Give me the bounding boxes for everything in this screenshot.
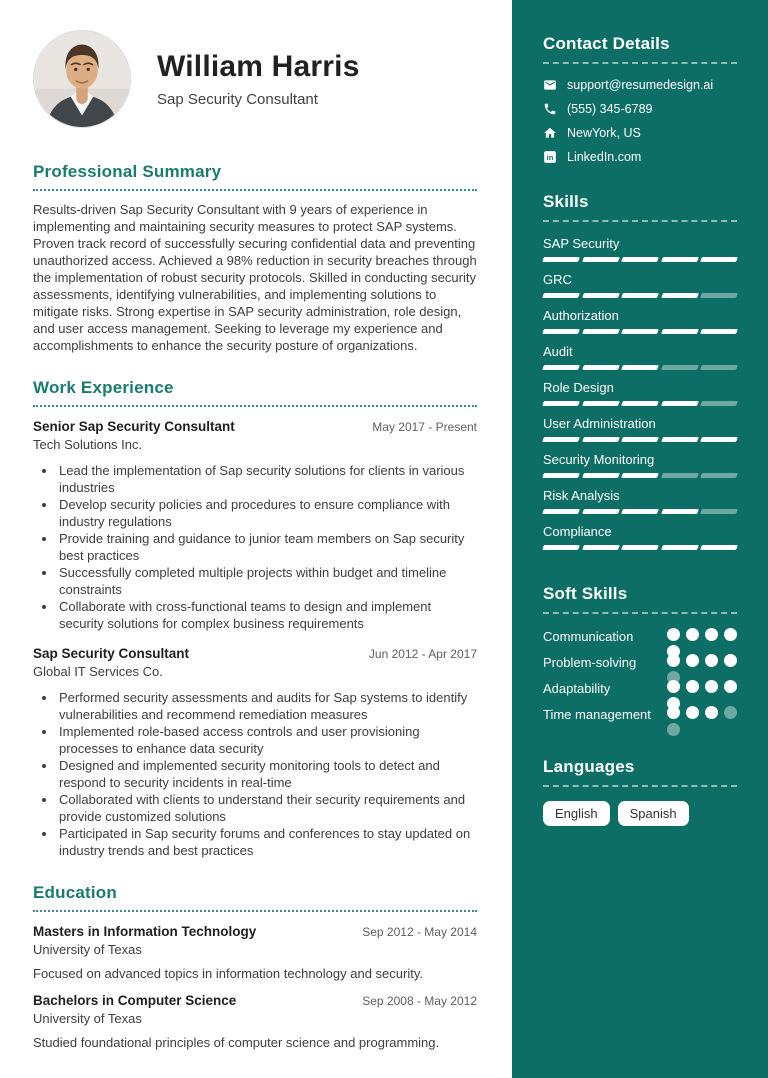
- skill-bar-segment: [621, 365, 658, 370]
- job-bullet: • Collaborate with cross-functional teams to design and implement security solutions for complex business requirements: [57, 598, 477, 632]
- identity-text: [157, 50, 360, 108]
- job-bullet: • Implemented role-based access controls and user provisioning processes to enhance data security: [57, 723, 477, 757]
- job-bullet-list: [33, 462, 477, 632]
- skill-bar-segment: [700, 257, 737, 262]
- job-bullet: • Participated in Sap security forums and conferences to stay updated on industry trends and best practices: [57, 825, 477, 859]
- rating-dot: [686, 628, 699, 641]
- education-dates: Sep 2008 - May 2012: [362, 994, 477, 1008]
- skill-row: [543, 524, 737, 550]
- job-entry: [33, 419, 477, 632]
- svg-text:in: in: [546, 153, 554, 163]
- skill-bar-segment: [621, 545, 658, 550]
- skill-bar-segment: [582, 401, 619, 406]
- skill-level-bar: [543, 545, 737, 550]
- linkedin-icon: [543, 150, 557, 164]
- education-header: [33, 993, 477, 1008]
- rating-dot: [667, 706, 680, 719]
- rating-dot: [686, 654, 699, 667]
- job-header: [33, 646, 477, 661]
- soft-skill-row: [543, 680, 737, 697]
- job-title-text: Senior Sap Security Consultant: [33, 419, 235, 434]
- skill-bar-segment: [700, 329, 737, 334]
- skill-bar-segment: [700, 365, 737, 370]
- soft-skill-name: Problem-solving: [543, 655, 637, 670]
- skill-bar-segment: [661, 257, 698, 262]
- summary-text: Results-driven Sap Security Consultant with 9 years of experience in implementing and maintaining security measures to protect SAP systems. Proven track record of successfully securing confidential data and preventing unauthorized access. Achieved a 98% reduction in security breaches through the implementation of robust security protocols. Skilled in conducting security assessments, identifying vulnerabilities, and implementing solutions to mitigate risks. Strong expertise in SAP security administration, role design, and user access management. Seeking to leverage my experience and accomplishments to enhance the security posture of organizations.: [33, 202, 477, 353]
- skill-bar-segment: [700, 473, 737, 478]
- skill-row: [543, 236, 737, 262]
- sidebar-section-languages: [543, 757, 737, 826]
- skill-bar-segment: [542, 437, 579, 442]
- rating-dot: [724, 628, 737, 641]
- job-bullet-list: [33, 689, 477, 859]
- skill-bar-segment: [700, 509, 737, 514]
- education-list: [33, 924, 477, 1050]
- skill-bar-segment: [621, 473, 658, 478]
- skill-bar-segment: [582, 473, 619, 478]
- skill-bar-segment: [582, 437, 619, 442]
- identity-header: [33, 30, 477, 128]
- rating-dot: [686, 706, 699, 719]
- language-chip: English: [543, 801, 610, 826]
- job-bullet: • Lead the implementation of Sap security solutions for clients in various industries: [57, 462, 477, 496]
- section-education: [33, 883, 477, 1050]
- skill-bar-segment: [621, 329, 658, 334]
- avatar: [33, 30, 131, 128]
- skill-bar-segment: [542, 293, 579, 298]
- contact-item-text: LinkedIn.com: [567, 150, 642, 164]
- skill-bar-segment: [621, 293, 658, 298]
- skill-bar-segment: [582, 293, 619, 298]
- sidebar: [512, 0, 768, 1078]
- contact-list: [543, 78, 737, 164]
- soft-skill-row: [543, 654, 737, 671]
- rating-dot: [705, 706, 718, 719]
- skill-bar-segment: [621, 401, 658, 406]
- job-dates: Jun 2012 - Apr 2017: [368, 647, 477, 661]
- skill-bar-segment: [542, 473, 579, 478]
- job-title-text: Sap Security Consultant: [33, 646, 190, 661]
- skill-bar-segment: [661, 401, 698, 406]
- skill-bar-segment: [582, 257, 619, 262]
- skill-bar-segment: [542, 545, 579, 550]
- rating-dot: [667, 723, 680, 736]
- degree-text: Bachelors in Computer Science: [33, 993, 237, 1008]
- skill-name: Risk Analysis: [543, 488, 620, 503]
- education-entry: [33, 993, 477, 1050]
- degree-text: Masters in Information Technology: [33, 924, 257, 939]
- sidebar-section-soft-skills: [543, 584, 737, 723]
- school-text: University of Texas: [33, 942, 142, 957]
- skill-bar-segment: [700, 401, 737, 406]
- skill-name: Role Design: [543, 380, 614, 395]
- rating-dot: [667, 628, 680, 641]
- skill-name: Security Monitoring: [543, 452, 655, 467]
- job-bullet: • Collaborated with clients to understand their security requirements and provide customized solutions: [57, 791, 477, 825]
- skill-level-bar: [543, 437, 737, 442]
- contact-item[interactable]: [543, 78, 737, 92]
- skill-bar-segment: [582, 365, 619, 370]
- skill-level-bar: [543, 293, 737, 298]
- skill-bar-segment: [582, 545, 619, 550]
- skill-bar-segment: [582, 329, 619, 334]
- phone-icon: [543, 102, 557, 116]
- skill-row: [543, 452, 737, 478]
- skills-list: [543, 236, 737, 550]
- contact-item[interactable]: [543, 102, 737, 116]
- job-bullet: • Designed and implemented security monitoring tools to detect and respond to security incidents in real-time: [57, 757, 477, 791]
- education-entry: [33, 924, 477, 981]
- soft-skill-dots: [667, 628, 737, 641]
- skill-bar-segment: [661, 509, 698, 514]
- rating-dot: [705, 654, 718, 667]
- experience-heading: Work Experience: [33, 378, 477, 407]
- skill-bar-segment: [542, 365, 579, 370]
- skill-bar-segment: [621, 437, 658, 442]
- skill-name: Authorization: [543, 308, 619, 323]
- skill-name: Compliance: [543, 524, 612, 539]
- rating-dot: [724, 680, 737, 693]
- job-bullet: • Provide training and guidance to junior team members on Sap security best practices: [57, 530, 477, 564]
- soft-skill-name: Time management: [543, 707, 651, 722]
- skill-level-bar: [543, 257, 737, 262]
- job-bullet: • Develop security policies and procedures to ensure compliance with industry regulations: [57, 496, 477, 530]
- skill-bar-segment: [542, 329, 579, 334]
- job-company: Tech Solutions Inc.: [33, 437, 143, 452]
- skill-bar-segment: [661, 329, 698, 334]
- education-description: Focused on advanced topics in information technology and security.: [33, 966, 423, 981]
- skill-bar-segment: [542, 257, 579, 262]
- skill-name: SAP Security: [543, 236, 620, 251]
- job-list: [33, 419, 477, 859]
- rating-dot: [724, 654, 737, 667]
- languages-heading: Languages: [543, 757, 737, 787]
- soft-skills-heading: Soft Skills: [543, 584, 737, 614]
- skill-row: [543, 380, 737, 406]
- rating-dot: [705, 628, 718, 641]
- skill-name: User Administration: [543, 416, 656, 431]
- job-bullet: • Successfully completed multiple projects within budget and timeline constraints: [57, 564, 477, 598]
- skill-bar-segment: [542, 509, 579, 514]
- soft-skill-name: Adaptability: [543, 681, 611, 696]
- soft-skill-dots: [667, 680, 737, 693]
- language-chip-list: [543, 801, 737, 826]
- skill-bar-segment: [700, 437, 737, 442]
- contact-item-text: support@resumedesign.ai: [567, 78, 714, 92]
- skill-row: [543, 344, 737, 370]
- summary-heading: Professional Summary: [33, 162, 477, 191]
- skill-bar-segment: [661, 437, 698, 442]
- skill-bar-segment: [661, 365, 698, 370]
- skill-level-bar: [543, 401, 737, 406]
- sidebar-section-contact: [543, 34, 737, 164]
- skill-row: [543, 488, 737, 514]
- rating-dot: [667, 680, 680, 693]
- skills-heading: Skills: [543, 192, 737, 222]
- skill-level-bar: [543, 509, 737, 514]
- education-description: Studied foundational principles of computer science and programming.: [33, 1035, 440, 1050]
- job-company: Global IT Services Co.: [33, 664, 163, 679]
- skill-level-bar: [543, 365, 737, 370]
- skill-bar-segment: [700, 293, 737, 298]
- job-header: [33, 419, 477, 434]
- education-dates: Sep 2012 - May 2014: [362, 925, 477, 939]
- soft-skill-name: Communication: [543, 629, 634, 644]
- sidebar-section-skills: [543, 192, 737, 550]
- soft-skills-list: [543, 628, 737, 723]
- skill-bar-segment: [661, 545, 698, 550]
- soft-skill-row: [543, 706, 737, 723]
- skill-name: Audit: [543, 344, 573, 359]
- rating-dot: [724, 706, 737, 719]
- skill-bar-segment: [661, 293, 698, 298]
- job-entry: [33, 646, 477, 859]
- skill-bar-segment: [621, 509, 658, 514]
- skill-level-bar: [543, 473, 737, 478]
- skill-level-bar: [543, 329, 737, 334]
- skill-bar-segment: [661, 473, 698, 478]
- school-text: University of Texas: [33, 1011, 142, 1026]
- education-header: [33, 924, 477, 939]
- skill-row: [543, 308, 737, 334]
- profile-photo-illustration: [34, 31, 130, 127]
- home-icon: [543, 126, 557, 140]
- contact-item-text: NewYork, US: [567, 126, 641, 140]
- job-bullet: • Performed security assessments and audits for Sap systems to identify vulnerabilities and recommend remediation measures: [57, 689, 477, 723]
- language-chip: Spanish: [618, 801, 689, 826]
- skill-row: [543, 272, 737, 298]
- contact-item-text: (555) 345-6789: [567, 102, 653, 116]
- rating-dot: [705, 680, 718, 693]
- soft-skill-row: [543, 628, 737, 645]
- job-dates: May 2017 - Present: [372, 420, 477, 434]
- person-name: William Harris: [157, 50, 360, 83]
- person-job-title: Sap Security Consultant: [157, 91, 318, 108]
- soft-skill-dots: [667, 706, 737, 719]
- rating-dot: [686, 680, 699, 693]
- skill-bar-segment: [621, 257, 658, 262]
- contact-heading: Contact Details: [543, 34, 737, 64]
- section-work-experience: [33, 378, 477, 859]
- section-professional-summary: [33, 162, 477, 354]
- contact-item[interactable]: [543, 150, 737, 164]
- contact-item: [543, 126, 737, 140]
- soft-skill-dots: [667, 654, 737, 667]
- skill-bar-segment: [542, 401, 579, 406]
- skill-row: [543, 416, 737, 442]
- education-heading: Education: [33, 883, 477, 912]
- skill-bar-segment: [700, 545, 737, 550]
- rating-dot: [667, 654, 680, 667]
- skill-bar-segment: [582, 509, 619, 514]
- email-icon: [543, 78, 557, 92]
- skill-name: GRC: [543, 272, 572, 287]
